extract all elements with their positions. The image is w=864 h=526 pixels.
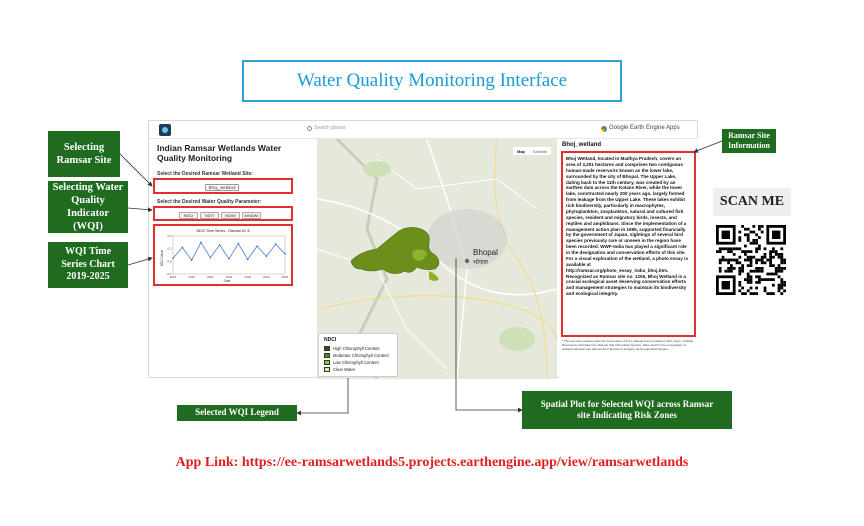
param-button-ndti[interactable]: NDTI: [200, 212, 219, 219]
x-tick-label: 2024: [262, 275, 270, 279]
x-tick-label: 2020: [188, 275, 196, 279]
chart-xlabel: Date: [223, 279, 231, 283]
label-selecting-site: Selecting Ramsar Site: [48, 131, 120, 177]
label-legend: Selected WQI Legend: [177, 405, 297, 421]
site-select[interactable]: Bhoj_wetland: [205, 184, 239, 191]
y-tick-label: -0.2: [166, 272, 172, 276]
connector-legend: [297, 378, 348, 413]
map-city-local-label: भोपाल: [473, 259, 488, 266]
x-tick-label: 2019: [169, 275, 177, 279]
legend-title: NDCI: [324, 337, 337, 343]
app-link[interactable]: [0, 455, 864, 471]
label-selecting-indicator: Selecting Water Quality Indicator (WQI): [48, 181, 128, 233]
app-panel-title: Indian Ramsar Wetlands Water Quality Monitoring: [157, 143, 282, 164]
connector-spatial: [456, 258, 522, 410]
param-prompt: Select the Desired Water Quality Parameter:: [157, 199, 262, 205]
map-type-button[interactable]: Map: [513, 147, 529, 155]
legend-item: Low Chlorophyll Content: [324, 360, 379, 365]
scan-me-box: [713, 188, 791, 216]
x-tick-label: 2022: [225, 275, 233, 279]
legend-item: High Chlorophyll Content: [324, 346, 380, 351]
x-tick-label: 2021: [206, 275, 214, 279]
chart-title: NDCI Time Series - Ramsar ID: 8: [196, 229, 250, 233]
app-link-label: App Link:: [175, 455, 242, 470]
param-button-mndwi[interactable]: MNDWI: [242, 212, 261, 219]
scan-me-text: SCAN ME: [719, 194, 785, 209]
label-time-series: WQI Time Series Chart 2019-2025: [48, 242, 128, 288]
map-city-label: Bhopal: [473, 248, 498, 257]
label-site-info: Ramsar Site Information: [722, 129, 776, 153]
site-prompt: Select the Desired Ramsar Wetland Site:: [157, 171, 254, 177]
connector-site: [120, 154, 152, 186]
label-spatial-plot: Spatial Plot for Selected WQI across Ramsar site Indicating Risk Zones: [522, 391, 732, 429]
qr-code[interactable]: [716, 225, 786, 295]
satellite-type-button[interactable]: Satellite: [529, 147, 551, 155]
x-tick-label: 2025: [281, 275, 289, 279]
param-button-ndwi[interactable]: NDWI: [221, 212, 240, 219]
site-info-footnote: * This app was created under the supervision of Prof. Mangal Kumar (Head of CEO, Dept. of Water Resources) with data from Ramsar Site Information Service. Data used for the computation of wetland indicators are derived from Sentinel-2 imagery via Google Earth Engine.: [562, 339, 694, 351]
site-info-text: Bhoj Wetland, located in Madhya Pradesh, covers an area of 3,201 hectares and comprises two contiguous human-made reservoirs known as the lower lake, surrounded by the city of Bhopal. The Upper Lake, dating back to the 11th century, was created by an earthen dam across the Kolans River, while the lower lake, constructed nearly 200 years ago, largely formed from leakage from the Upper Lake. These lakes exhibit rich biodiversity, particularly in macrophytes, phytoplankton, zooplankton, natural and cultured fish species, resident and migratory birds, insects, and reptiles and amphibians. Since the implementation of a management action plan in 1995, supported financially by the government of Japan, sightings of several bird species previously rare or unseen in the region have been recorded. WWF-India has played a significant role in the designation and conservation efforts of this site. For a visual exploration of the wetland, a photo essay is available at http://ramsar.org/photo_essay_india_bhoj.htm. Recognized as Ramsar site no. 1206, Bhoj Wetland is a crucial ecological asset deserving conservation efforts and management strategies to maintain its biodiversity and ecological integrity.: [561, 151, 696, 337]
y-tick-label: 0.0: [167, 259, 172, 264]
connector-time-series: [128, 258, 152, 265]
figure-title-text: Water Quality Monitoring Interface: [296, 70, 568, 91]
gee-brand-text: Google Earth Engine Apps: [609, 125, 680, 131]
param-button-ndci[interactable]: NDCI: [179, 212, 198, 219]
legend-item: Clear Water: [324, 367, 355, 372]
legend-item: Moderate Chlorophyll Content: [324, 353, 389, 358]
connector-site-info: [694, 141, 722, 152]
search-input[interactable]: Search places: [314, 125, 346, 131]
chart-ylabel: NDCI Value: [160, 249, 164, 267]
y-tick-label: 0.4: [167, 234, 172, 238]
site-info-title: Bhoj_wetland: [562, 142, 602, 148]
x-tick-label: 2023: [244, 275, 252, 279]
y-tick-label: 0.2: [167, 246, 172, 251]
connector-indicator: [128, 208, 152, 210]
app-link-url[interactable]: https://ee-ramsarwetlands5.projects.earthengine.app/view/ramsarwetlands: [241, 455, 689, 470]
